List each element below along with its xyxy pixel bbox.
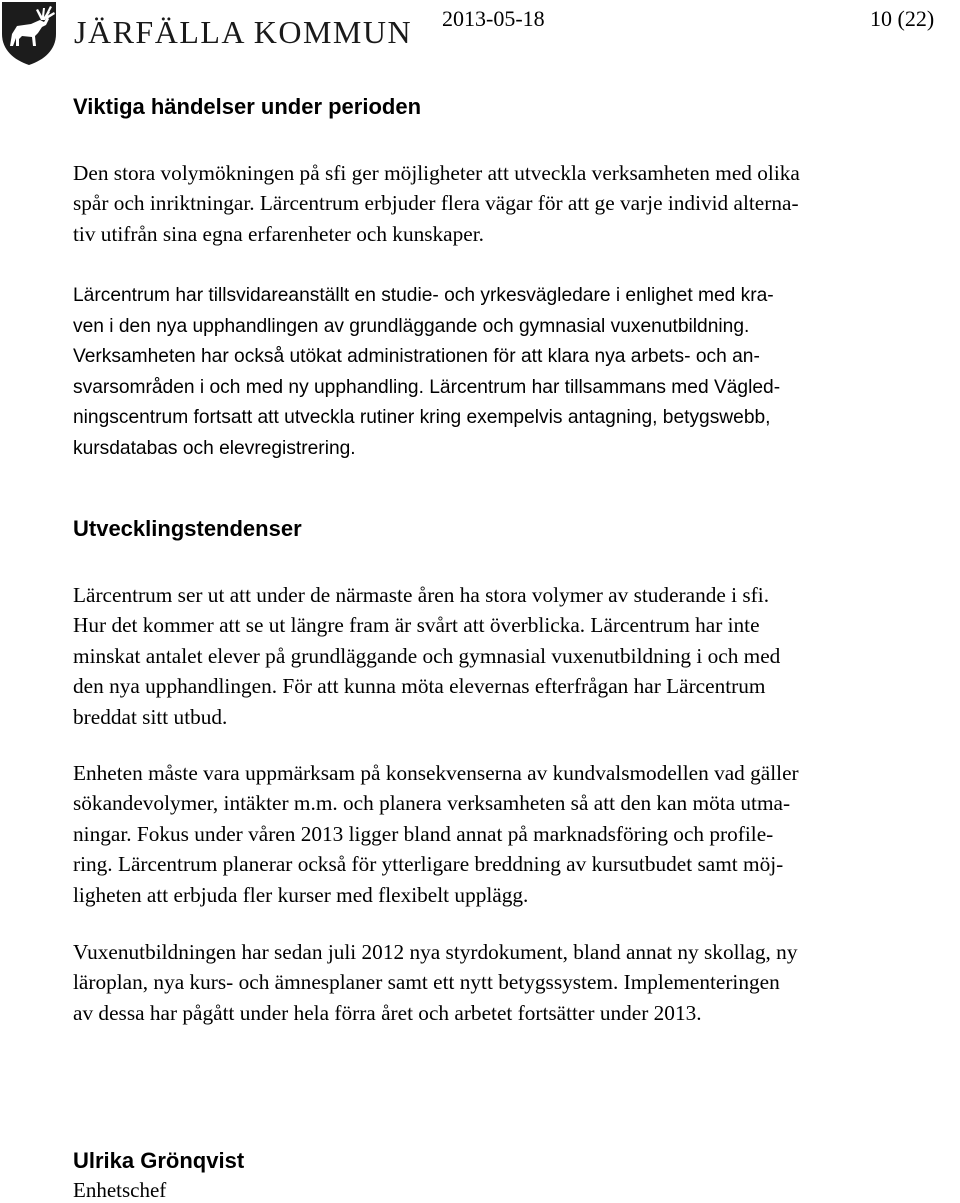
text-line: Verksamheten har också utökat administrationen för att klara nya arbets- och an- [73, 346, 760, 368]
signature-title: Enhetschef [73, 1178, 167, 1202]
text-line: Enheten måste vara uppmärksam på konsekvenserna av kundvalsmodellen vad gäller [73, 761, 799, 785]
text-line: minskat antalet elever på grundläggande och gymnasial vuxenutbildning i och med [73, 643, 781, 668]
page-number: 10 (22) [870, 6, 935, 31]
paragraph [73, 937, 960, 1028]
text-line: Vuxenutbildningen har sedan juli 2012 nya styrdokument, bland annat ny skollag, ny [73, 940, 798, 964]
text-line: Hur det kommer att se ut längre fram är svårt att överblicka. Lärcentrum har inte [73, 613, 760, 638]
paragraph [73, 281, 960, 465]
paragraph [73, 758, 960, 910]
text-line: av dessa har pågått under hela förra året och arbetet fortsätter under 2013. [73, 1000, 702, 1025]
section-heading: Viktiga händelser under perioden [73, 94, 422, 119]
text-line: läroplan, nya kurs- och ämnesplaner samt ett nytt betygssystem. Implementeringen [73, 970, 780, 995]
text-line: ningscentrum fortsatt att utveckla rutiner kring exempelvis antagning, betygswebb, [73, 407, 771, 429]
text-line: tiv utifrån sina egna erfarenheter och kunskaper. [73, 221, 484, 246]
text-line: kursdatabas och elevregistrering. [73, 437, 356, 459]
text-line: den nya upphandlingen. För att kunna möta elevernas efterfrågan har Lärcentrum [73, 674, 766, 699]
text-line: ligheten att erbjuda fler kurser med flexibelt upplägg. [73, 882, 529, 907]
text-line: svarsområden i och med ny upphandling. Lärcentrum har tillsammans med Vägled- [73, 376, 781, 398]
signature-name: Ulrika Grönqvist [73, 1148, 245, 1173]
text-line: ven i den nya upphandlingen av grundläggande och gymnasial vuxenutbildning. [73, 315, 750, 337]
text-line: breddat sitt utbud. [73, 704, 228, 729]
text-line: Lärcentrum ser ut att under de närmaste åren ha stora volymer av studerande i sfi. [73, 583, 770, 607]
paragraph [73, 158, 960, 249]
coat-of-arms-icon [0, 0, 62, 66]
text-line: ring. Lärcentrum planerar också för ytterligare breddning av kursutbudet samt möj- [73, 852, 784, 877]
document-date: 2013-05-18 [442, 6, 545, 31]
text-line: Lärcentrum har tillsvidareanställt en studie- och yrkesvägledare i enlighet med kra- [73, 285, 774, 306]
text-line: spår och inriktningar. Lärcentrum erbjuder flera vägar för att ge varje individ alterna- [73, 191, 799, 216]
logo-text: JÄRFÄLLA KOMMUN [74, 14, 413, 50]
text-line: sökandevolymer, intäkter m.m. och planera verksamheten så att den kan möta utma- [73, 791, 791, 816]
section-heading: Utvecklingstendenser [73, 516, 302, 541]
paragraph [73, 580, 960, 732]
page-header [0, 0, 960, 70]
text-line: Den stora volymökningen på sfi ger möjligheter att utveckla verksamheten med olika [73, 161, 800, 185]
text-line: ningar. Fokus under våren 2013 ligger bland annat på marknadsföring och profile- [73, 821, 774, 846]
logo [0, 0, 413, 66]
